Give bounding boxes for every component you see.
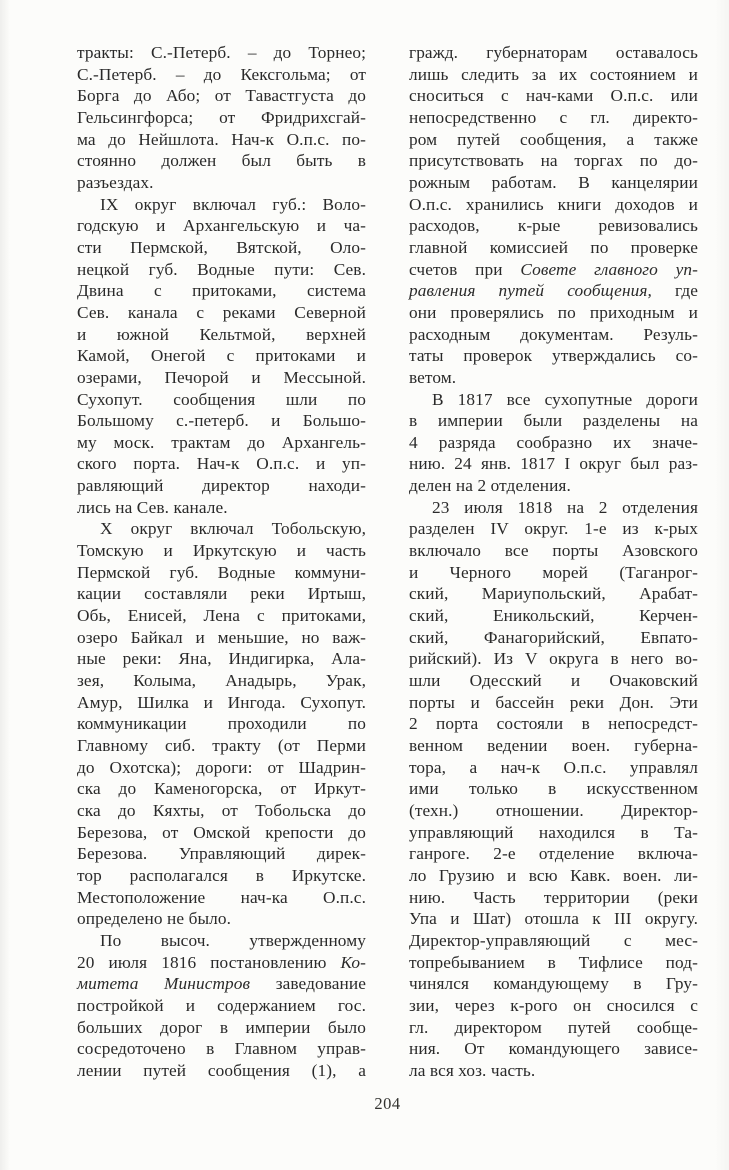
text-run: ния. От командующего зависе-	[409, 1039, 698, 1059]
text-line	[77, 973, 366, 995]
page-number: 204	[374, 1094, 401, 1113]
text-run: таты проверок утверждались со-	[409, 346, 698, 366]
text-line	[77, 475, 366, 497]
text-run: О.п.с. хранились книги доходов и	[409, 194, 698, 214]
text-line	[77, 280, 366, 302]
text-line	[77, 410, 366, 432]
italic-text-run: Ко-	[340, 952, 366, 972]
text-run: равляющий директор находи-	[77, 476, 366, 496]
text-run: главной комиссией по проверке	[409, 237, 698, 257]
text-line	[77, 713, 366, 735]
text-line	[409, 843, 698, 865]
text-line	[77, 518, 366, 540]
text-line	[409, 85, 698, 107]
text-run: Борга до Або; от Тавастгуста до	[77, 86, 366, 106]
text-line	[77, 930, 366, 952]
text-run: му моск. трактам до Архангель-	[77, 432, 366, 452]
text-line	[409, 475, 698, 497]
text-line	[409, 497, 698, 519]
text-run: порты и бассейн реки Дон. Эти	[409, 692, 698, 712]
text-run: 2 порта состояли в непосредст-	[409, 714, 698, 734]
text-run: 20 июля 1816 постановлению	[77, 952, 341, 972]
text-line	[77, 302, 366, 324]
text-run: С.-Петерб. – до Кексгольма; от	[77, 64, 366, 84]
text-run: Сухопут. сообщения шли по	[77, 389, 366, 409]
text-line	[77, 129, 366, 151]
text-line	[409, 713, 698, 735]
text-run: лении путей сообщения (1), а	[77, 1060, 366, 1080]
text-line	[77, 215, 366, 237]
text-line	[409, 648, 698, 670]
text-line	[77, 995, 366, 1017]
text-run: нецкой губ. Водные пути: Сев.	[77, 259, 366, 279]
text-run: сноситься с нач-ками О.п.с. или	[409, 86, 698, 106]
text-line	[77, 952, 366, 974]
left-column	[77, 42, 366, 1082]
text-line	[409, 410, 698, 432]
text-line	[77, 865, 366, 887]
text-line	[77, 194, 366, 216]
text-line	[409, 280, 698, 302]
text-run: заведование	[250, 974, 366, 994]
text-line	[77, 1017, 366, 1039]
text-run: чинялся командующему в Гру-	[409, 974, 698, 994]
text-run: коммуникации проходили по	[77, 714, 366, 734]
text-run: сти Пермской, Вятской, Оло-	[77, 237, 366, 257]
text-line	[77, 692, 366, 714]
text-run: кации составляли реки Иртыш,	[77, 584, 366, 604]
text-run: лишь следить за их состоянием и	[409, 64, 698, 84]
text-line	[77, 367, 366, 389]
text-run: определено не было.	[77, 909, 232, 929]
text-line	[409, 757, 698, 779]
text-line	[409, 973, 698, 995]
text-line	[409, 1038, 698, 1060]
text-run: тракты: С.-Петерб. – до Торнео;	[77, 43, 366, 62]
text-line	[409, 865, 698, 887]
paragraph	[409, 42, 698, 389]
text-line	[409, 64, 698, 86]
text-run: разъездах.	[77, 172, 154, 192]
text-run: годскую и Архангельскую и ча-	[77, 216, 366, 236]
text-run: разделен IV округ. 1-е из к-рых	[409, 519, 698, 539]
text-run: Директор-управляющий с мес-	[409, 930, 698, 950]
text-line	[409, 107, 698, 129]
right-column	[409, 42, 698, 1082]
text-run: Двина с притоками, система	[77, 281, 366, 301]
text-line	[409, 562, 698, 584]
text-line	[77, 843, 366, 865]
text-run: Главному сиб. тракту (от Перми	[77, 736, 366, 755]
text-run: гражд. губернаторам оставалось	[409, 43, 698, 62]
text-run: 4 разряда сообразно их значе-	[409, 432, 698, 452]
text-line	[77, 540, 366, 562]
text-run: управляющий находился в Та-	[409, 822, 698, 842]
text-line	[409, 259, 698, 281]
text-line	[77, 605, 366, 627]
text-line	[409, 42, 698, 64]
text-run: Обь, Енисей, Лена с притоками,	[77, 606, 366, 626]
text-line	[409, 324, 698, 346]
text-run: расходным документам. Резуль-	[409, 324, 698, 344]
text-line	[409, 389, 698, 411]
text-run: ло Грузию и всю Кавк. воен. ли-	[409, 865, 698, 885]
text-line	[409, 583, 698, 605]
text-run: Гельсингфорса; от Фридрихсгай-	[77, 107, 366, 127]
text-line	[409, 453, 698, 475]
text-line	[77, 778, 366, 800]
text-run: включало все порты Азовского	[409, 541, 698, 561]
text-run: ганроге. 2-е отделение включа-	[409, 844, 698, 864]
italic-text-run: Совете главного уп-	[520, 259, 698, 279]
text-run: гл. директором путей сообще-	[409, 1017, 698, 1037]
text-run: Сев. канала с реками Северной	[77, 302, 366, 322]
text-run: озерами, Печорой и Мессыной.	[77, 367, 366, 387]
text-line	[77, 562, 366, 584]
text-line	[409, 952, 698, 974]
text-run: ский, Фанагорийский, Евпато-	[409, 627, 698, 647]
text-line	[409, 215, 698, 237]
text-line	[409, 1060, 698, 1082]
text-line	[409, 822, 698, 844]
text-line	[409, 129, 698, 151]
text-line	[77, 107, 366, 129]
text-line	[409, 172, 698, 194]
text-line	[77, 1060, 366, 1082]
text-run: постройкой и содержанием гос.	[77, 995, 366, 1015]
text-run: Упа и Шат) отошла к III округу.	[409, 909, 698, 929]
text-line	[409, 995, 698, 1017]
text-line	[409, 194, 698, 216]
text-line	[409, 908, 698, 930]
text-line	[409, 930, 698, 952]
text-run: Березова, от Омской крепости до	[77, 822, 366, 842]
text-run: Пермской губ. Водные коммуни-	[77, 562, 366, 582]
text-run: Березова. Управляющий дирек-	[77, 844, 366, 864]
text-line	[77, 324, 366, 346]
text-run: стоянно должен был быть в	[77, 151, 366, 171]
text-run: шли Одесский и Очаковский	[409, 671, 698, 691]
text-line	[409, 605, 698, 627]
text-line	[77, 432, 366, 454]
text-run: рожным работам. В канцелярии	[409, 172, 698, 192]
text-run: Камой, Онегой с притоками и	[77, 346, 366, 366]
text-line	[409, 367, 698, 389]
text-run: и Черного морей (Таганрог-	[409, 562, 698, 582]
text-line	[409, 887, 698, 909]
paragraph	[77, 194, 366, 519]
text-run: IX округ включал губ.: Воло-	[100, 194, 366, 214]
text-line	[77, 497, 366, 519]
text-run: больших дорог в империи было	[77, 1017, 366, 1037]
text-line	[77, 64, 366, 86]
text-run: венном ведении воен. губерна-	[409, 736, 698, 755]
text-line	[409, 302, 698, 324]
text-run: зея, Колыма, Анадырь, Урак,	[77, 671, 366, 691]
text-line	[77, 800, 366, 822]
text-line	[77, 887, 366, 909]
text-line	[409, 237, 698, 259]
text-run: они проверялись по приходным и	[409, 302, 698, 322]
text-line	[77, 735, 366, 757]
text-run: в империи были разделены на	[409, 411, 698, 431]
text-run: Томскую и Иркутскую и часть	[77, 541, 366, 561]
text-line	[409, 518, 698, 540]
paragraph	[77, 518, 366, 929]
text-run: рийский). Из V округа в него во-	[409, 649, 698, 669]
text-line	[77, 259, 366, 281]
text-line	[409, 150, 698, 172]
text-run: Большому с.-петерб. и Большо-	[77, 411, 366, 431]
text-run: ма до Нейшлота. Нач-к О.п.с. по-	[77, 129, 366, 149]
text-run: ветом.	[409, 367, 457, 387]
text-run: ла вся хоз. часть.	[409, 1060, 536, 1080]
text-run: 23 июля 1818 на 2 отделения	[432, 497, 698, 517]
text-line	[77, 822, 366, 844]
text-run: до Охотска); дороги: от Шадрин-	[77, 757, 366, 777]
text-run: озеро Байкал и меньшие, но важ-	[77, 627, 366, 647]
paragraph	[409, 497, 698, 1082]
text-line	[409, 345, 698, 367]
text-line	[77, 42, 366, 64]
text-line	[77, 670, 366, 692]
text-line	[409, 692, 698, 714]
text-run: ский, Мариупольский, Арабат-	[409, 584, 698, 604]
text-run: расходов, к-рые ревизовались	[409, 216, 698, 236]
text-run: нию. 24 янв. 1817 I округ был раз-	[409, 454, 698, 474]
text-line	[409, 1017, 698, 1039]
text-run: ска до Каменогорска, от Иркут-	[77, 779, 366, 799]
text-line	[77, 648, 366, 670]
text-line	[77, 583, 366, 605]
text-run: ского порта. Нач-к О.п.с. и уп-	[77, 454, 366, 474]
paragraph	[77, 42, 366, 194]
text-run: сосредоточено в Главном управ-	[77, 1039, 366, 1059]
text-run: где	[651, 281, 698, 301]
text-run: делен на 2 отделения.	[409, 476, 571, 496]
paragraph	[409, 389, 698, 497]
text-line	[77, 150, 366, 172]
text-line	[409, 735, 698, 757]
text-line	[77, 85, 366, 107]
text-run: ром путей сообщения, а также	[409, 129, 698, 149]
text-run: Местоположение нач-ка О.п.с.	[77, 887, 366, 907]
text-run: лись на Сев. канале.	[77, 497, 228, 517]
text-line	[409, 627, 698, 649]
text-run: ими только в искусственном	[409, 779, 698, 799]
text-run: топребыванием в Тифлисе под-	[409, 952, 698, 972]
text-run: счетов при	[409, 259, 521, 279]
text-run: В 1817 все сухопутные дороги	[432, 389, 698, 409]
text-run: зии, через к-рого он сносился с	[409, 995, 698, 1015]
two-column-text-block	[77, 42, 698, 1082]
text-line	[77, 345, 366, 367]
text-run: ский, Еникольский, Керчен-	[409, 606, 698, 626]
text-line	[77, 453, 366, 475]
text-line	[77, 1038, 366, 1060]
text-run: непосредственно с гл. директо-	[409, 107, 698, 127]
text-line	[77, 627, 366, 649]
text-line	[409, 778, 698, 800]
paragraph	[77, 930, 366, 1082]
text-run: присутствовать на торгах по до-	[409, 151, 698, 171]
text-line	[77, 237, 366, 259]
text-line	[409, 800, 698, 822]
text-line	[77, 908, 366, 930]
text-run: и южной Кельтмой, верхней	[77, 324, 366, 344]
italic-text-run: митета Министров	[77, 974, 251, 994]
text-run: тор располагался в Иркутске.	[77, 865, 366, 885]
text-run: Амур, Шилка и Ингода. Сухопут.	[77, 692, 366, 712]
text-line	[409, 540, 698, 562]
text-line	[77, 757, 366, 779]
text-run: По высоч. утвержденному	[100, 930, 366, 950]
italic-text-run: равления путей сообщения,	[409, 281, 652, 301]
text-line	[409, 670, 698, 692]
text-line	[77, 389, 366, 411]
text-run: (техн.) отношении. Директор-	[409, 800, 698, 820]
text-line	[409, 432, 698, 454]
text-run: ные реки: Яна, Индигирка, Ала-	[77, 649, 366, 669]
text-run: тора, а нач-к О.п.с. управлял	[409, 757, 698, 777]
text-run: нию. Часть территории (реки	[409, 887, 698, 907]
text-run: X округ включал Тобольскую,	[100, 519, 366, 539]
text-run: ска до Кяхты, от Тобольска до	[77, 800, 366, 820]
text-line	[77, 172, 366, 194]
